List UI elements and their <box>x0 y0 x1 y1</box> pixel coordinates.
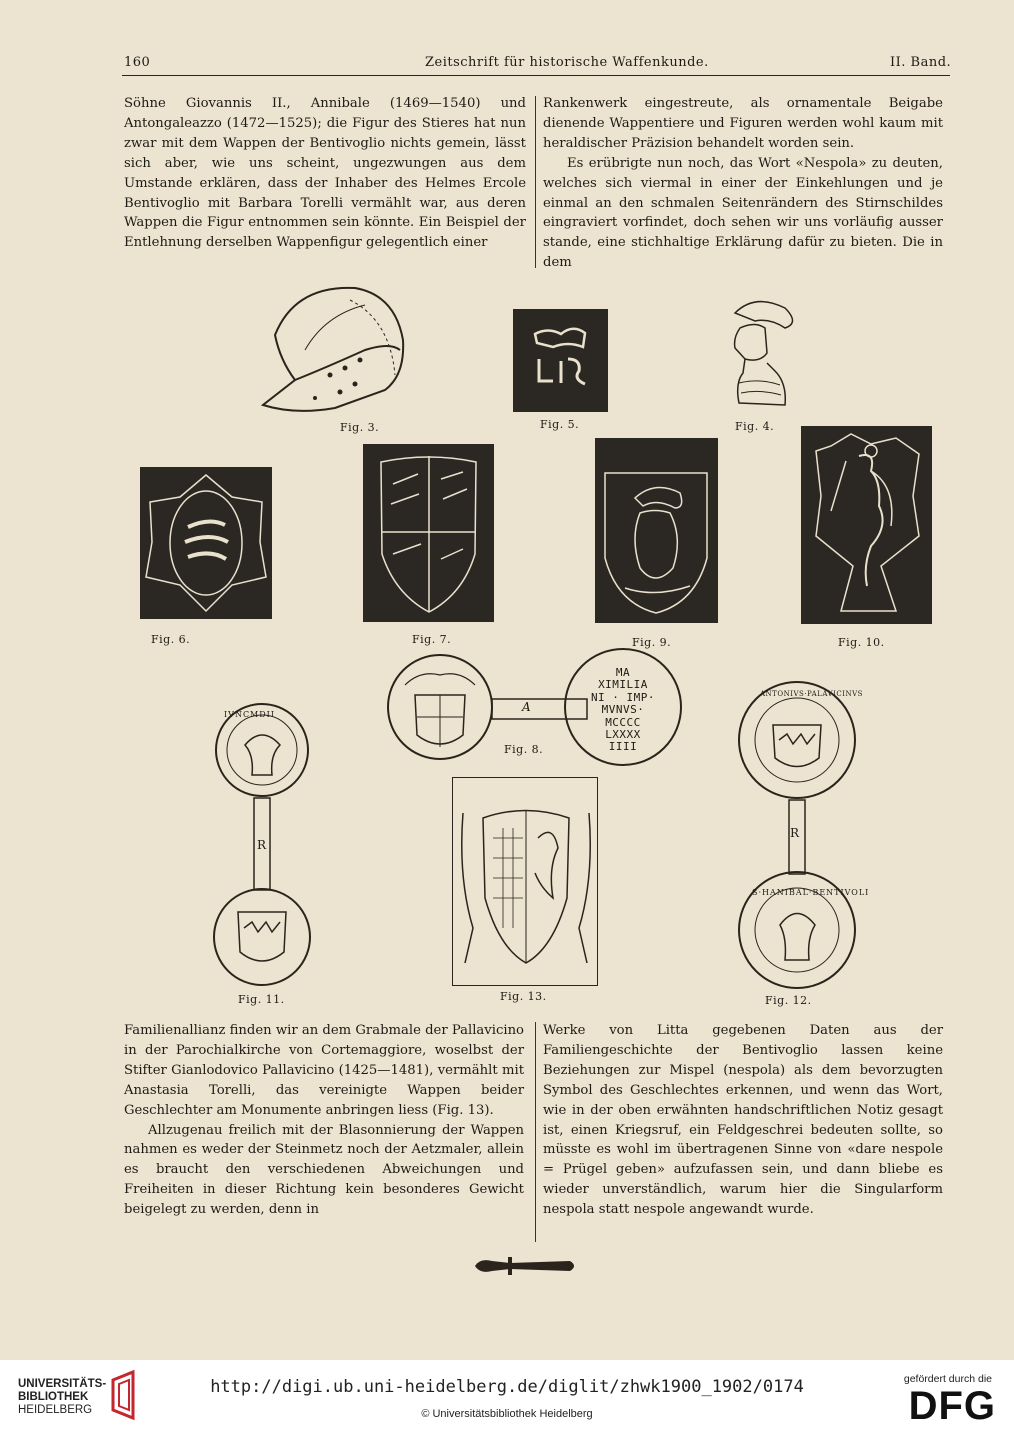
top-right-column <box>543 94 943 273</box>
bottom-right-column <box>543 1021 943 1220</box>
page-number: 160 <box>124 55 151 70</box>
fig4-helmeted-bust-drawing <box>715 293 810 418</box>
fig11-caption: Fig. 11. <box>238 993 285 1006</box>
dagger-ornament <box>470 1253 580 1279</box>
fig3-caption: Fig. 3. <box>340 421 380 434</box>
fig10-plate <box>801 426 932 624</box>
source-url-link[interactable]: http://digi.ub.uni-heidelberg.de/diglit/zhwk1900_1902/0174 <box>210 1377 804 1397</box>
fig9-caption: Fig. 9. <box>632 636 672 649</box>
inscription-line: LXXXX <box>605 728 641 742</box>
fig7-caption: Fig. 7. <box>412 633 452 646</box>
library-name-line: UNIVERSITÄTS- <box>18 1378 107 1390</box>
paragraph: Allzugenau freilich mit der Blasonnierung der Wappen nahmen es weder der Steinmetz noch der Aetzmaler, allein es braucht den verschiedenen Abweichungen und Freiheiten in dieser Richtung kein besonderes Gewicht beigelegt zu werden, denn in <box>124 1122 524 1218</box>
top-left-column <box>124 94 526 253</box>
fig6-plate <box>140 467 272 619</box>
inscription-line: MA <box>615 666 631 679</box>
library-name-line: HEIDELBERG <box>18 1404 93 1416</box>
fig6-caption: Fig. 6. <box>151 633 191 646</box>
fig3-helmet-drawing <box>255 280 405 420</box>
fig13-plate <box>452 777 598 986</box>
funding-note: gefördert durch die <box>903 1373 992 1385</box>
inscription-line: NI · IMP· <box>590 690 656 704</box>
fig13-caption: Fig. 13. <box>500 990 547 1003</box>
column-divider <box>535 96 536 268</box>
fig7-plate <box>363 444 494 622</box>
copyright-notice: © Universitätsbibliothek Heidelberg <box>421 1408 593 1420</box>
fig9-plate <box>595 438 718 623</box>
fig12-bottom-inscription: S·HANIBAL·BENTIVOLI <box>752 888 870 897</box>
running-title: Zeitschrift für historische Waffenkunde. <box>425 55 709 70</box>
inscription-line: MCCCC <box>605 715 641 729</box>
fig11-top-inscription: IVNCMDII <box>224 710 275 719</box>
dfg-logo: DFG <box>908 1384 996 1428</box>
header-rule <box>122 75 950 76</box>
library-name-line: BIBLIOTHEK <box>18 1391 89 1403</box>
fig8-link-letter: A <box>522 700 532 714</box>
paragraph: Es erübrigte nun noch, das Wort «Nespola» zu deuten, welches sich viermal in einer der Einkehlungen und je einmal an den schmalen Seitenrändern des Stirnschildes eingraviert vorfindet, doch sehen wir uns vorläufig ausser stande, eine stichhaltige Erklärung dafür zu bieten. Die in dem <box>543 155 943 271</box>
bottom-left-column <box>124 1021 524 1220</box>
column-divider <box>535 1022 536 1242</box>
paragraph: Rankenwerk eingestreute, als ornamentale Beigabe dienende Wappentiere und Figuren werden wohl kaum mit heraldischer Präzision behandelt worden sein. <box>543 96 943 151</box>
fig12-link-letter: R <box>790 826 800 840</box>
paragraph: Familienallianz finden wir an dem Grabmale der Pallavicino in der Parochialkirche von Cortemaggiore, woselbst der Stifter Gianlodovico Pallavicino (1425—1481), vermählt mit Anastasia Torelli, das vereinigte Wappen beider Geschlechter am Monumente anbringen liess (Fig. 13). <box>124 1023 524 1118</box>
fig10-caption: Fig. 10. <box>838 636 885 649</box>
fig5-plate <box>513 309 608 412</box>
fig12-top-inscription: ANTONIVS·PALAVICINVS <box>760 690 863 698</box>
paragraph: Werke von Litta gegebenen Daten aus der Familiengeschichte der Bentivoglio lassen keine Beziehungen zur Mispel (nespola) als dem bevorzugten Symbol des Geschlechtes erkennen, und wenn das Wort, wie in der oben erwähnten handschriftlichen Notiz gesagt ist, einen Kriegsruf, ein Feldgeschrei bedeuten sollte, so müsste es wohl im übertragenen Sinne von «dare nespole = Prügel geben» aufzufassen sein, und dann bliebe es wieder unverständlich, warum hier die Singularform nespola statt nespole angewandt wurde. <box>543 1023 943 1218</box>
paragraph: Söhne Giovannis II., Annibale (1469—1540) und Antongaleazzo (1472—1525); die Figur des Stieres hat nun zwar mit dem Wappen der Bentivoglio nichts gemein, lässt sich aber, wie uns scheint, ungezwungen aus dem Umstande erklären, dass der Inhaber des Helmes Ercole Bentivoglio mit Barbara Torelli vermählt war, aus deren Wappen die Figur entnommen sein könnte. Ein Beispiel der Entlehnung derselben Wappenfigur gelegentlich einer <box>124 96 526 251</box>
fig5-caption: Fig. 5. <box>540 418 580 431</box>
fig12-caption: Fig. 12. <box>765 994 812 1007</box>
fig8-caption: Fig. 8. <box>504 743 544 756</box>
volume-label: II. Band. <box>890 55 952 70</box>
fig4-caption: Fig. 4. <box>735 420 775 433</box>
fig11-link-letter: R <box>257 838 267 852</box>
inscription-line: IIII <box>608 740 638 754</box>
inscription-line: MVNVS· <box>601 703 645 717</box>
fig8-reverse-inscription <box>578 667 668 754</box>
inscription-line: XIMILIA <box>598 678 648 692</box>
